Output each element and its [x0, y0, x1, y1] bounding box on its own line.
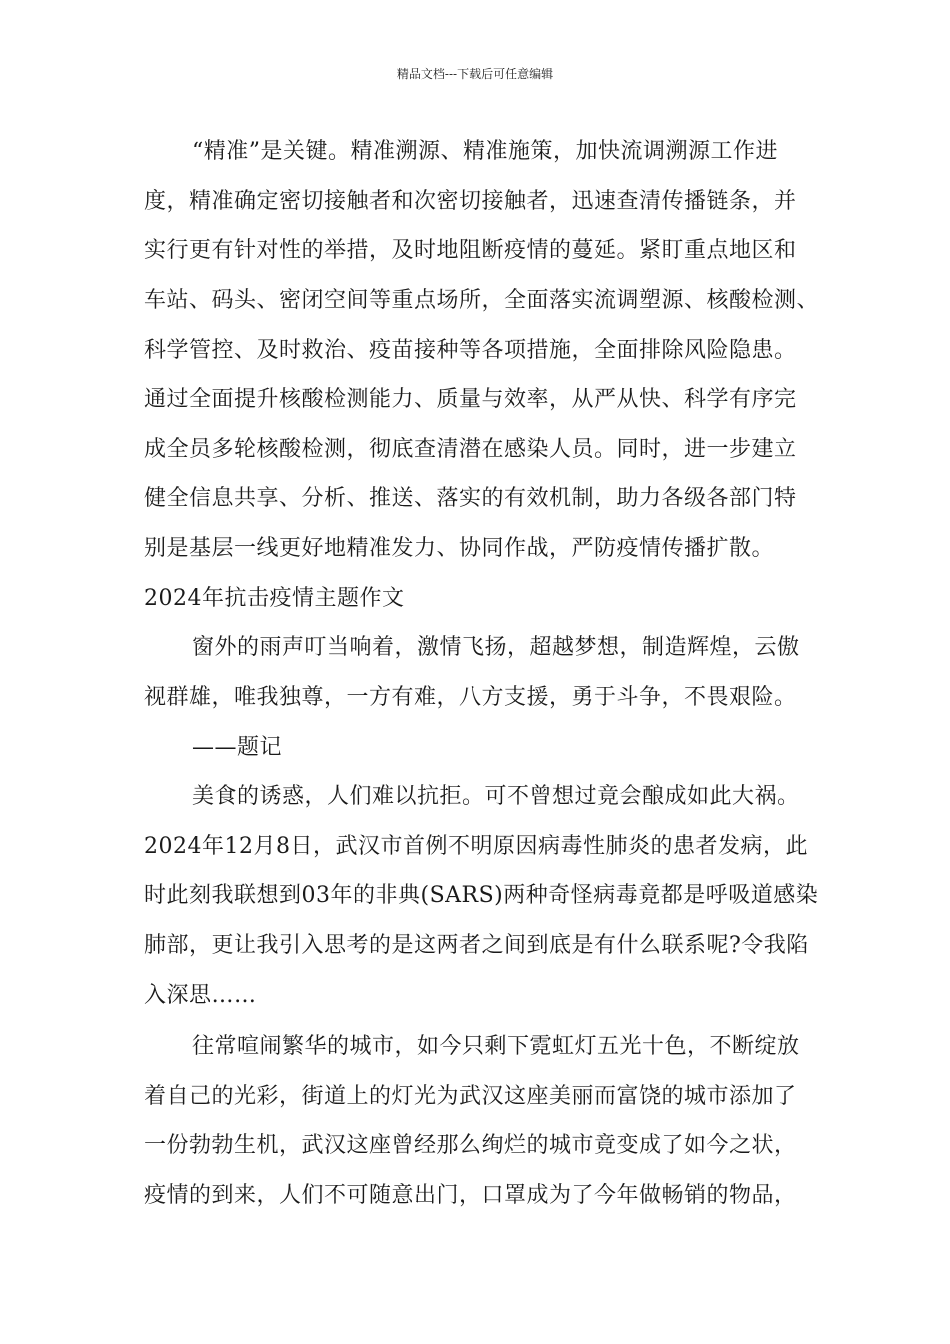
- text-line: 车站、码头、密闭空间等重点场所，全面落实流调塑源、核酸检测、: [144, 288, 820, 313]
- section-title: 2024年抗击疫情主题作文: [144, 586, 405, 611]
- text-line: 着自己的光彩，街道上的灯光为武汉这座美丽而富饶的城市添加了: [144, 1084, 797, 1109]
- text-line: “精准”是关键。精准溯源、精准施策，加快流调溯源工作进: [192, 139, 778, 164]
- text-line: 实行更有针对性的举措，及时地阻断疫情的蔓延。紧盯重点地区和: [144, 238, 797, 263]
- text-line: 通过全面提升核酸检测能力、质量与效率，从严从快、科学有序完: [144, 387, 797, 412]
- text-line: 入深思……: [144, 983, 257, 1008]
- text-line: 窗外的雨声叮当响着，激情飞扬，超越梦想，制造辉煌，云傲: [192, 635, 800, 660]
- text-line: 别是基层一线更好地精准发力、协同作战，严防疫情传播扩散。: [144, 536, 775, 561]
- text-line: 成全员多轮核酸检测，彻底查清潜在感染人员。同时，进一步建立: [144, 437, 797, 462]
- text-line: 疫情的到来，人们不可随意出门，口罩成为了今年做畅销的物品，: [144, 1183, 797, 1208]
- page-header: 精品文档---下载后可任意编辑: [396, 67, 554, 81]
- text-line: 时此刻我联想到03年的非典(SARS)两种奇怪病毒竟都是呼吸道感染: [144, 883, 819, 908]
- text-line: 健全信息共享、分析、推送、落实的有效机制，助力各级各部门特: [144, 486, 797, 511]
- text-line: 往常喧闹繁华的城市，如今只剩下霓虹灯五光十色，不断绽放: [192, 1034, 800, 1059]
- text-line: 一份勃勃生机，武汉这座曾经那么绚烂的城市竟变成了如今之状，: [144, 1133, 797, 1158]
- text-line: 美食的诱惑，人们难以抗拒。可不曾想过竟会酿成如此大祸。: [192, 784, 800, 809]
- epigraph-signature: ——题记: [192, 735, 283, 760]
- text-line: 肺部，更让我引入思考的是这两者之间到底是有什么联系呢?令我陷: [144, 933, 809, 958]
- text-line: 科学管控、及时救治、疫苗接种等各项措施，全面排除风险隐患。: [144, 338, 797, 363]
- text-line: 视群雄，唯我独尊，一方有难，八方支援，勇于斗争，不畏艰险。: [144, 685, 797, 710]
- text-line: 2024年12月8日，武汉市首例不明原因病毒性肺炎的患者发病，此: [144, 834, 808, 859]
- text-line: 度，精准确定密切接触者和次密切接触者，迅速查清传播链条，并: [144, 189, 797, 214]
